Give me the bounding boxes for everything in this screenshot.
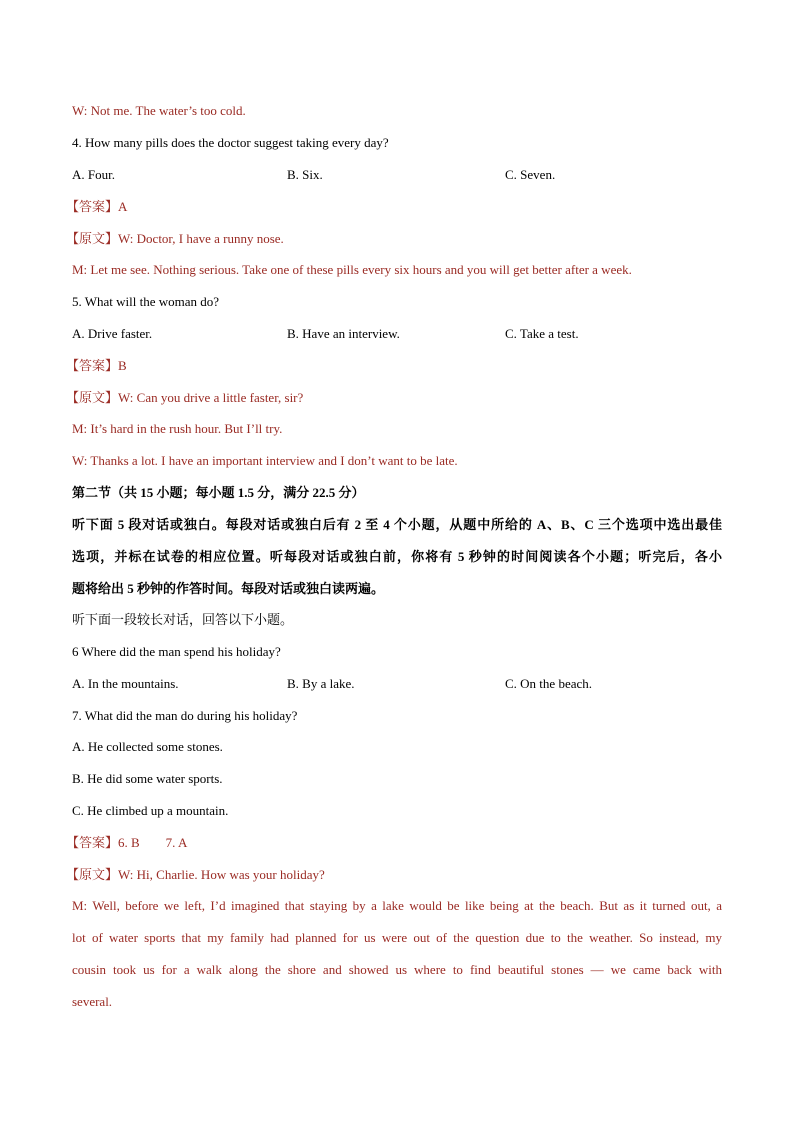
q4-original xyxy=(66,231,284,247)
answer-tag: 【答案】 xyxy=(66,358,119,373)
question-4: 4. How many pills does the doctor suggest taking every day? xyxy=(72,135,389,150)
dialogue-paragraph-line: several. xyxy=(72,994,113,1009)
q67-answer xyxy=(66,835,187,851)
question-6: 6 Where did the man spend his holiday? xyxy=(72,644,281,659)
dialogue-line: M: Let me see. Nothing serious. Take one of these pills every six hours and you will get better after a week. xyxy=(72,262,632,277)
q4-answer xyxy=(66,199,127,215)
q6-option-c: C. On the beach. xyxy=(505,676,593,691)
dialogue-paragraph-line: lot of water sports that my family had planned for us were out of the question due to the weather. So instead, my xyxy=(72,930,722,945)
original-text: W: Doctor, I have a runny nose. xyxy=(118,231,284,246)
instruction-line: 选项，并标在试卷的相应位置。听每段对话或独白前，你将有 5 秒钟的时间阅读各个小题；听完后，各小 xyxy=(72,549,722,564)
answer-value: B xyxy=(118,358,127,373)
q5-original xyxy=(66,390,303,406)
original-text: W: Hi, Charlie. How was your holiday? xyxy=(118,867,325,882)
q5-option-b: B. Have an interview. xyxy=(287,326,400,341)
dialogue-paragraph-line: cousin took us for a walk along the shore and showed us where to find beautiful stones — we came back with xyxy=(72,962,722,977)
answer-value: 6. B 7. A xyxy=(118,835,188,850)
q4-option-a: A. Four. xyxy=(72,167,115,182)
q4-option-c: C. Seven. xyxy=(505,167,556,182)
q7-option-c: C. He climbed up a mountain. xyxy=(72,803,229,818)
original-tag: 【原文】 xyxy=(66,867,119,882)
answer-value: A xyxy=(118,199,128,214)
section-2-heading: 第二节（共 15 小题；每小题 1.5 分，满分 22.5 分） xyxy=(72,485,365,500)
question-5: 5. What will the woman do? xyxy=(72,294,220,309)
instruction-line: 听下面 5 段对话或独白。每段对话或独白后有 2 至 4 个小题，从题中所给的 A、B、C 三个选项中选出最佳 xyxy=(72,517,722,532)
original-tag: 【原文】 xyxy=(66,231,119,246)
original-text: W: Can you drive a little faster, sir? xyxy=(118,390,304,405)
q7-option-b: B. He did some water sports. xyxy=(72,771,223,786)
q6-option-b: B. By a lake. xyxy=(287,676,355,691)
dialogue-paragraph-line: M: Well, before we left, I’d imagined that staying by a lake would be like being at the beach. But as it turned out, a xyxy=(72,898,722,913)
instruction-line: 题将给出 5 秒钟的作答时间。每段对话或独白读两遍。 xyxy=(72,581,385,596)
q4-option-b: B. Six. xyxy=(287,167,323,182)
q67-original xyxy=(66,867,325,883)
q5-answer xyxy=(66,358,127,374)
q6-option-a: A. In the mountains. xyxy=(72,676,179,691)
dialogue-line: W: Not me. The water’s too cold. xyxy=(72,103,246,118)
dialogue-line: M: It’s hard in the rush hour. But I’ll try. xyxy=(72,421,283,436)
answer-tag: 【答案】 xyxy=(66,199,119,214)
dialogue-line: W: Thanks a lot. I have an important interview and I don’t want to be late. xyxy=(72,453,458,468)
question-7: 7. What did the man do during his holiday? xyxy=(72,708,298,723)
answer-tag: 【答案】 xyxy=(66,835,119,850)
q5-option-c: C. Take a test. xyxy=(505,326,579,341)
listen-instruction: 听下面一段较长对话，回答以下小题。 xyxy=(72,612,294,627)
q7-option-a: A. He collected some stones. xyxy=(72,739,223,754)
q5-option-a: A. Drive faster. xyxy=(72,326,153,341)
original-tag: 【原文】 xyxy=(66,390,119,405)
